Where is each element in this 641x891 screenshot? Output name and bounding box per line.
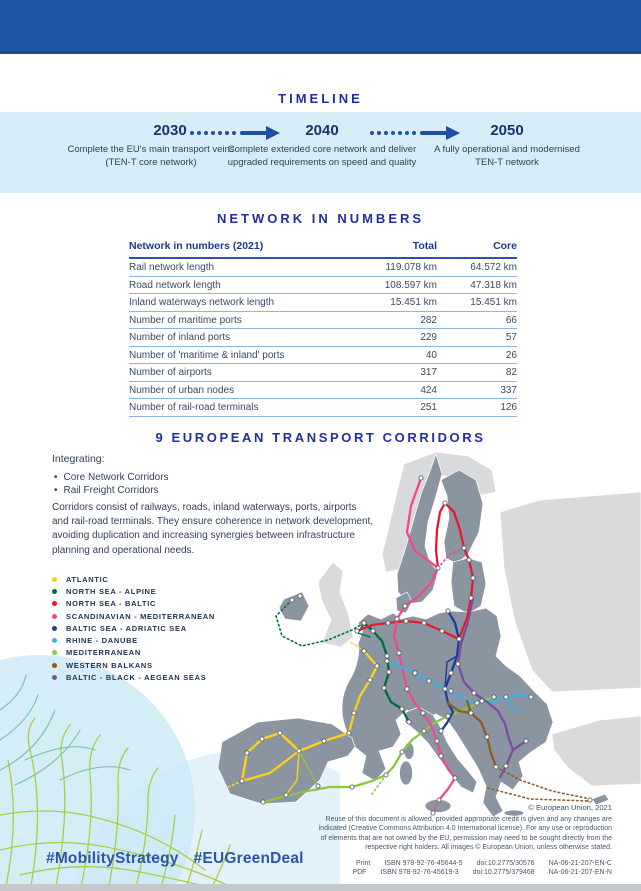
table-cell-total: 108.597 km <box>384 279 437 291</box>
map-node <box>260 737 264 741</box>
map-node <box>436 566 440 570</box>
corridor-dot-icon <box>52 589 57 594</box>
map-node <box>529 695 533 699</box>
bullet-icon: • <box>54 472 58 483</box>
network-numbers-table <box>129 237 517 417</box>
bullet-text: Rail Freight Corridors <box>63 485 159 496</box>
table-header-label: Network in numbers (2021) <box>129 240 264 252</box>
legend-item <box>52 573 215 585</box>
corridor-dot-icon <box>52 663 57 668</box>
table-cell-core: 66 <box>505 314 517 326</box>
copyright-notice: © European Union, 2021 <box>528 803 612 812</box>
legend-label: SCANDINAVIAN - MEDITERRANEAN <box>66 611 216 621</box>
legend-item <box>52 634 215 646</box>
map-node <box>475 701 479 705</box>
map-node <box>421 711 425 715</box>
milestone-description: A fully operational and modernised TEN-T network <box>434 144 580 169</box>
map-node <box>446 714 450 718</box>
network-numbers-section-title: NETWORK IN NUMBERS <box>216 211 425 226</box>
table-row <box>129 399 517 417</box>
top-banner-bar <box>0 0 641 54</box>
map-node <box>407 720 411 724</box>
corridor-dot-icon <box>52 638 57 643</box>
corridors-map <box>200 450 641 818</box>
bottom-edge-strip <box>0 884 641 891</box>
table-cell-label: Number of airports <box>129 367 212 378</box>
bullet-icon: • <box>54 485 58 496</box>
map-node <box>472 691 476 695</box>
corridor-dot-icon <box>52 601 57 606</box>
publication-catalogue: NA-06-21-207-EN-C <box>548 859 612 867</box>
table-header-core: Core <box>493 240 517 252</box>
map-node <box>371 629 375 633</box>
map-node <box>400 707 404 711</box>
table-row <box>129 382 517 400</box>
table-cell-core: 337 <box>500 384 517 396</box>
map-node <box>427 679 431 683</box>
table-cell-total: 424 <box>420 384 437 396</box>
map-node <box>437 798 441 802</box>
table-cell-core: 64.572 km <box>470 262 517 273</box>
corridor-bullet-list <box>54 471 169 497</box>
map-node <box>449 689 453 693</box>
map-node <box>355 629 359 633</box>
map-region-ireland <box>279 592 309 621</box>
legend-label: ATLANTIC <box>66 574 109 584</box>
table-row <box>129 259 517 277</box>
table-cell-core: 47.318 km <box>470 279 517 291</box>
table-row <box>129 329 517 347</box>
map-node <box>467 558 471 562</box>
map-node <box>362 621 366 625</box>
legend-label: NORTH SEA - ALPINE <box>66 586 157 596</box>
table-cell-label: Number of urban nodes <box>129 384 235 396</box>
map-node <box>469 711 473 715</box>
table-cell-label: Rail network length <box>129 262 215 273</box>
corridor-legend <box>52 573 215 684</box>
map-node <box>368 678 372 682</box>
map-region-sardinia <box>400 761 413 785</box>
table-cell-core: 82 <box>505 367 517 378</box>
reuse-notice <box>222 815 612 853</box>
map-node <box>385 654 389 658</box>
publication-format: PDF <box>352 869 367 876</box>
map-node <box>456 662 460 666</box>
table-row <box>129 347 517 365</box>
publication-row <box>356 860 612 867</box>
hashtag-mobility-strategy: #MobilityStrategy <box>46 850 179 867</box>
corridor-dot-icon <box>52 675 57 680</box>
table-cell-total: 119.078 km <box>385 262 437 273</box>
network-table-body <box>129 259 517 417</box>
map-node <box>395 617 399 621</box>
legend-label: WESTERN BALKANS <box>66 660 153 670</box>
legend-item <box>52 647 215 659</box>
map-node <box>316 784 320 788</box>
reuse-line: of elements that are not owned by the EU, permission may need to be sought directly from the <box>320 834 612 842</box>
map-node <box>443 501 447 505</box>
list-item <box>54 471 169 484</box>
corridor-dot-icon <box>52 650 57 655</box>
legend-item <box>52 659 215 671</box>
table-row <box>129 277 517 295</box>
reuse-line: indicated (Creative Commons Attribution 4.0 International license). For any use or reproduction <box>318 825 612 833</box>
publication-row <box>352 869 612 876</box>
map-node <box>485 735 489 739</box>
table-cell-label: Number of 'maritime & inland' ports <box>129 349 285 361</box>
map-node <box>462 546 466 550</box>
map-node <box>504 695 508 699</box>
table-cell-total: 229 <box>420 332 437 343</box>
map-node <box>440 629 444 633</box>
table-cell-label: Number of rail-road terminals <box>129 402 259 413</box>
hashtag-row <box>46 850 304 868</box>
map-node <box>384 773 388 777</box>
corridor-dot-icon <box>52 614 57 619</box>
map-node <box>453 776 457 780</box>
map-node <box>480 699 484 703</box>
map-node <box>284 793 288 797</box>
map-node <box>290 598 294 602</box>
dotted-arrow-icon <box>368 126 460 140</box>
legend-item <box>52 585 215 597</box>
map-node <box>405 687 409 691</box>
legend-item <box>52 610 215 622</box>
table-cell-core: 26 <box>505 349 517 361</box>
map-node <box>449 671 453 675</box>
map-node <box>400 750 404 754</box>
milestone-year: 2030 <box>153 122 187 139</box>
map-node <box>588 798 592 802</box>
map-node <box>385 659 389 663</box>
corridors-section-title: 9 EUROPEAN TRANSPORT CORRIDORS <box>155 430 486 445</box>
reuse-line: Reuse of this document is allowed, provided appropriate credit is given and any changes are <box>325 816 612 823</box>
map-node <box>386 621 390 625</box>
corridors-paragraph: Corridors consist of railways, roads, inland waterways, ports, airports and rail-road terminals. They ensure coherence in network development, avoiding duplication and increasing synergies between infrastructure planning and operational needs. <box>52 502 374 556</box>
publication-catalogue: NA-06-21-207-EN-N <box>548 869 612 876</box>
table-header-total: Total <box>412 240 437 252</box>
legend-item <box>52 598 215 610</box>
map-node <box>240 779 244 783</box>
map-node <box>492 695 496 699</box>
map-node <box>350 785 354 789</box>
legend-label: RHINE - DANUBE <box>66 636 138 646</box>
table-header-row <box>129 237 517 259</box>
map-node <box>422 621 426 625</box>
map-node <box>278 731 282 735</box>
map-node <box>439 754 443 758</box>
legend-item <box>52 671 215 683</box>
milestone-description: Complete extended core network and deliver upgraded requirements on speed and quality <box>227 144 417 169</box>
publication-isbn: ISBN 978-92-76-45619-3 <box>380 869 459 876</box>
table-cell-label: Number of inland ports <box>129 332 231 343</box>
map-node <box>419 476 423 480</box>
map-region-uk <box>318 562 353 647</box>
legend-label: MEDITERRANEAN <box>66 648 141 658</box>
table-cell-total: 317 <box>420 367 437 378</box>
integrating-label: Integrating: <box>52 453 105 465</box>
map-node <box>403 604 407 608</box>
table-row <box>129 294 517 312</box>
map-node <box>446 609 450 613</box>
map-node <box>413 671 417 675</box>
publication-doi: doi:10.2775/379468 <box>472 869 535 876</box>
map-node <box>439 729 443 733</box>
map-node <box>298 594 302 598</box>
publication-doi: doi:10.2775/30576 <box>476 859 535 867</box>
map-node <box>347 731 351 735</box>
milestone-description: Complete the EU's main transport veins (TEN-T core network) <box>67 144 235 169</box>
list-item <box>54 484 169 497</box>
table-cell-core: 57 <box>505 332 517 343</box>
map-node <box>245 751 249 755</box>
reuse-line: respective right holders. All images © European Union, unless otherwise stated. <box>365 844 612 852</box>
map-node <box>297 749 301 753</box>
table-cell-label: Inland waterways network length <box>129 297 275 308</box>
table-cell-total: 15.451 km <box>390 297 437 308</box>
corridor-dot-icon <box>52 626 57 631</box>
publication-isbn: ISBN 978-92-76-45644-5 <box>384 859 463 867</box>
map-node <box>504 764 508 768</box>
milestone-year: 2040 <box>305 122 339 139</box>
map-node <box>397 651 401 655</box>
map-region-turkey <box>552 716 641 786</box>
corridor-dot-icon <box>52 577 57 582</box>
legend-label: BALTIC SEA - ADRIATIC SEA <box>66 623 187 633</box>
map-node <box>375 664 379 668</box>
dotted-arrow-icon <box>188 126 280 140</box>
map-node <box>382 686 386 690</box>
map-node <box>524 739 528 743</box>
table-cell-core: 15.451 km <box>470 297 517 308</box>
table-cell-total: 282 <box>420 314 437 326</box>
legend-label: BALTIC - BLACK - AEGEAN SEAS <box>66 673 207 683</box>
map-node <box>471 576 475 580</box>
publication-format: Print <box>355 859 371 867</box>
map-region-finland <box>441 470 483 564</box>
table-cell-label: Road network length <box>129 279 221 291</box>
table-cell-core: 126 <box>500 402 517 413</box>
legend-label: NORTH SEA - BALTIC <box>66 599 157 609</box>
map-node <box>469 596 473 600</box>
map-node <box>362 649 366 653</box>
bullet-text: Core Network Corridors <box>63 472 169 483</box>
map-region-east <box>500 492 641 692</box>
map-node <box>443 687 447 691</box>
map-node <box>404 619 408 623</box>
milestone-year: 2050 <box>490 122 524 139</box>
legend-item <box>52 622 215 634</box>
map-node <box>435 739 439 743</box>
timeline-section-title: TIMELINE <box>278 91 363 106</box>
map-node <box>387 670 391 674</box>
hashtag-eu-green-deal: #EUGreenDeal <box>193 850 304 867</box>
map-node <box>352 711 356 715</box>
table-cell-total: 251 <box>420 402 437 413</box>
table-cell-total: 40 <box>425 349 437 361</box>
map-node <box>457 637 461 641</box>
map-node <box>422 729 426 733</box>
table-row <box>129 312 517 330</box>
table-row <box>129 364 517 382</box>
table-cell-label: Number of maritime ports <box>129 314 242 326</box>
map-node <box>322 739 326 743</box>
map-node <box>494 765 498 769</box>
